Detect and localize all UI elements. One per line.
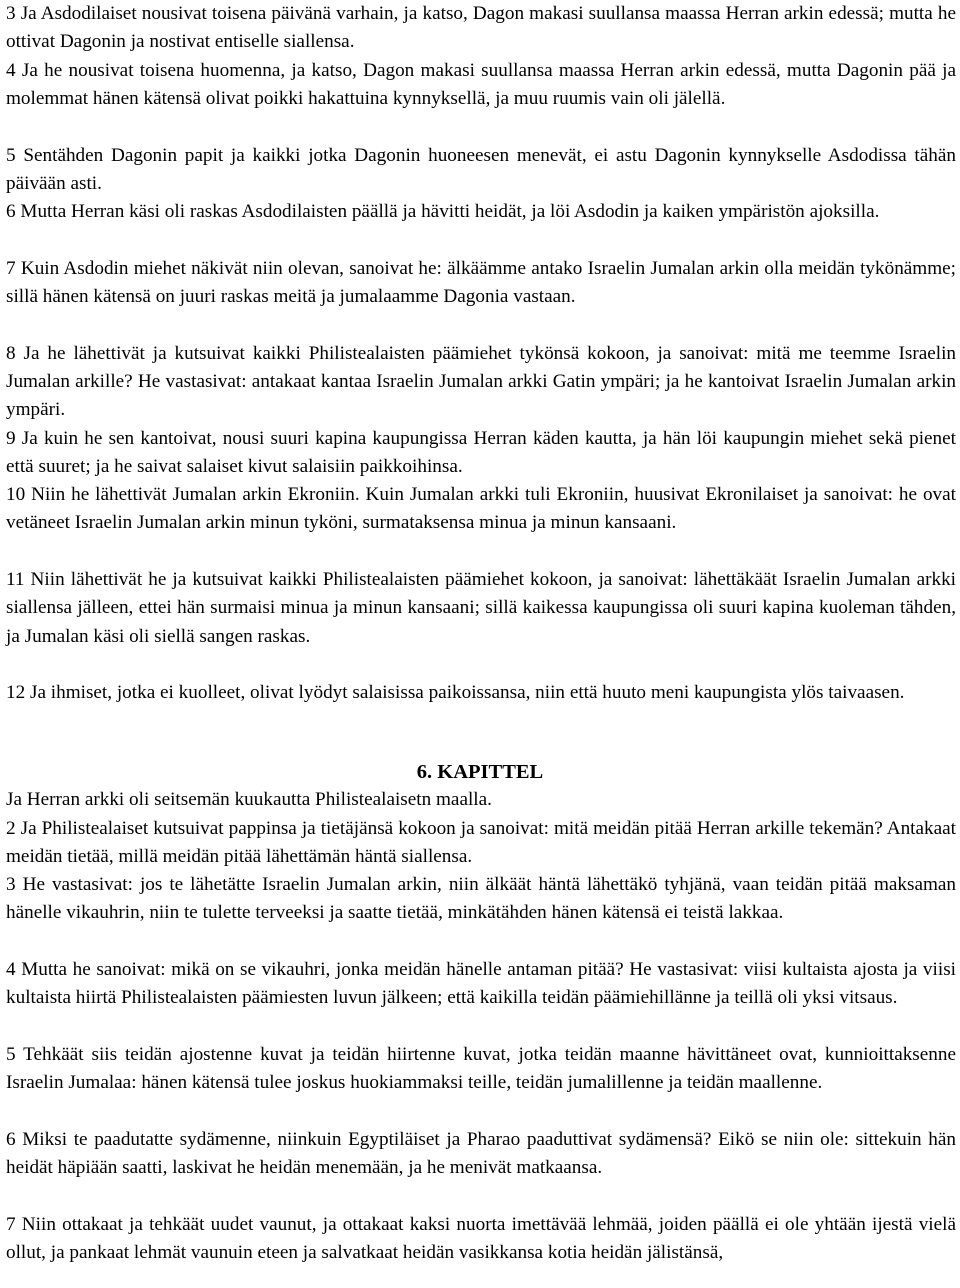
verse-6: 6 Mutta Herran käsi oli raskas Asdodilaisten päällä ja hävitti heidät, ja löi Asdodin ja kaiken ympäristön ajoksilla. bbox=[6, 201, 880, 223]
verse-9: 9 Ja kuin he sen kantoivat, nousi suuri kapina kaupungissa Herran käden kautta, ja hän löi kaupungin miehet sekä pienet että suuret; ja he saivat salaiset kivut salaisiin paikkoihinsa. bbox=[6, 427, 956, 477]
verse-6-ch6: 6 Miksi te paadutatte sydämenne, niinkuin Egyptiläiset ja Pharao paaduttivat sydämensä? Eikö se niin ole: sittekuin hän heidät häpiään saatti, laskivat he heidän menemään, ja he menivät matkaansa. bbox=[6, 1128, 956, 1179]
verse-5: 5 Sentähden Dagonin papit ja kaikki jotka Dagonin huoneesen menevät, ei astu Dagonin kynnykselle Asdodissa tähän päivään asti. bbox=[6, 144, 956, 194]
verse-12: 12 Ja ihmiset, jotka ei kuolleet, olivat lyödyt salaisissa paikoissansa, niin että huuto meni kaupungista ylös taivaasen. bbox=[6, 682, 905, 704]
verse-3-ch6: 3 He vastasivat: jos te lähetätte Israelin Jumalan arkin, niin älkäät häntä lähettäkö tyhjänä, vaan teidän pitää maksaman hänelle vikauhrin, niin te tulette terveeksi ja saatte tietää, minkätähden hänen kätensä ei teistä lakkaa. bbox=[6, 874, 956, 924]
verse-7-ch6: 7 Niin ottakaat ja tehkäät uudet vaunut, ja ottakaat kaksi nuorta imettävää lehmää, joiden päällä ei ole yhtään ijestä vielä ollut, ja pankaat lehmät vaunuin eteen ja salvatkaat heidän vasikkansa kotia heidän jälistänsä, bbox=[6, 1213, 956, 1264]
verse-5-ch6: 5 Tehkäät siis teidän ajostenne kuvat ja teidän hiirtenne kuvat, jotka teidän maanne hävittäneet ovat, kunnioittaksenne Israelin Jumalaa: hänen kätensä tulee joskus huokiammaksi teille, teidän jumalillenne ja teidän maallenne. bbox=[6, 1044, 956, 1094]
verse-2: 2 Ja Philistealaiset kutsuivat pappinsa ja tietäjänsä kokoon ja sanoivat: mitä meidän pitää Herran arkille tekemän? Antakaat meidän tietää, millä meidän pitää lähettämän häntä siallensa. bbox=[6, 817, 956, 867]
verse-11: 11 Niin lähettivät he ja kutsuivat kaikki Philistealaisten päämiehet kokoon, ja sanoivat: lähettäkäät Israelin Jumalan arkki siallensa jälleen, ettei hän surmaisi minua ja minun kansaani; sillä kaikessa kaupungissa oli suuri kapina kuoleman tähden, ja Jumalan käsi oli siellä sangen raskas. bbox=[6, 569, 956, 647]
verse-4: 4 Ja he nousivat toisena huomenna, ja katso, Dagon makasi suullansa maassa Herran arkin edessä, mutta Dagonin pää ja molemmat hänen kätensä olivat poikki hakattuina kynnyksellä, ja muu ruumis vain oli jälellä. bbox=[6, 59, 956, 109]
chapter-heading: 6. KAPITTEL bbox=[416, 761, 544, 783]
chapter-intro: Ja Herran arkki oli seitsemän kuukautta Philistealaisetn maalla. bbox=[6, 789, 492, 811]
verse-7: 7 Kuin Asdodin miehet näkivät niin olevan, sanoivat he: älkäämme antako Israelin Jumalan arkin olla meidän tykönämme; sillä hänen kätensä on juuri raskas meitä ja jumalaamme Dagonia vastaan. bbox=[6, 257, 956, 307]
verse-10: 10 Niin he lähettivät Jumalan arkin Ekroniin. Kuin Jumalan arkki tuli Ekroniin, huusivat Ekronilaiset ja sanoivat: he ovat vetäneet Israelin Jumalan arkin minun tyköni, surmataksensa minua ja minun kansaani. bbox=[6, 484, 956, 534]
verse-3: 3 Ja Asdodilaiset nousivat toisena päivänä varhain, ja katso, Dagon makasi suullansa maassa Herran arkin edessä; mutta he ottivat Dagonin ja nostivat entiselle siallensa. bbox=[6, 3, 956, 53]
verse-4-ch6: 4 Mutta he sanoivat: mikä on se vikauhri, jonka meidän hänelle antaman pitää? He vastasivat: viisi kultaista ajosta ja viisi kultaista hiirtä Philistealaisten päämiesten luvun jälkeen; että kaikilla teidän päämiehillänne ja teillä oli yksi vitsaus. bbox=[6, 959, 956, 1009]
verse-8: 8 Ja he lähettivät ja kutsuivat kaikki Philistealaisten päämiehet tykönsä kokoon, ja sanoivat: mitä me teemme Israelin Jumalan arkille? He vastasivat: antakaat kantaa Israelin Jumalan arkki Gatin ympäri; ja he kantoivat Israelin Jumalan arkin ympäri. bbox=[6, 342, 956, 421]
